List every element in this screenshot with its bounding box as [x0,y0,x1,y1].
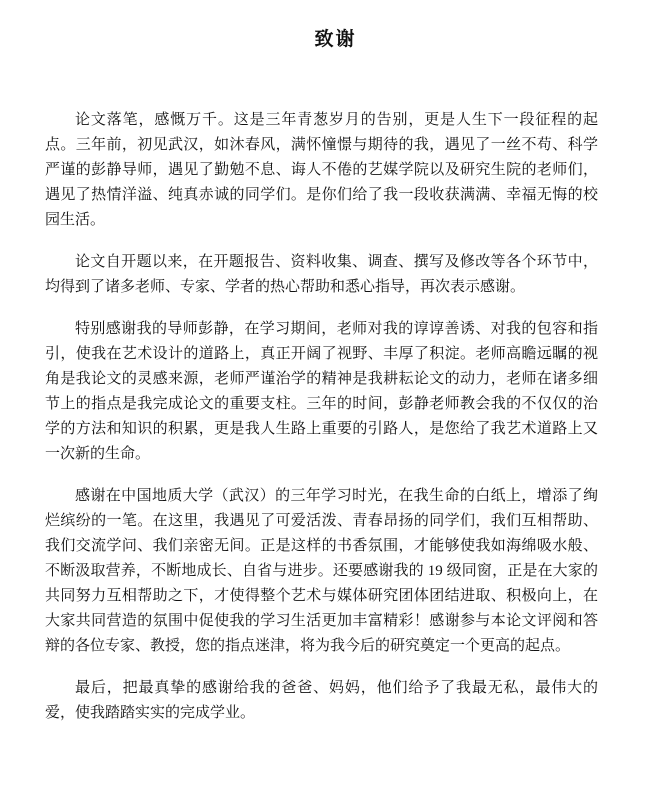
paragraph-university-classmates-thanks: 感谢在中国地质大学（武汉）的三年学习时光，在我生命的白纸上，增添了绚烂缤纷的一笔。在这里，我遇见了可爱活泼、青春昂扬的同学们，我们互相帮助、我们交流学问、我们亲密无间。正是这样的书香氛围，才能够使我如海绵吸水般、不断汲取营养，不断地成长、自省与进步。还要感谢我的 19 级同窗，正是在大家的共同努力互相帮助之下，才使得整个艺术与媒体研究团体团结进取、积极向上，在大家共同营造的氛围中促使我的学习生活更加丰富精彩！感谢参与本论文评阅和答辩的各位专家、教授，您的指点迷津，将为我今后的研究奠定一个更高的起点。 [45,488,598,654]
paragraph-thesis-process: 论文自开题以来，在开题报告、资料收集、调查、撰写及修改等各个环节中，均得到了诸多老师、专家、学者的热心帮助和悉心指导，再次表示感谢。 [45,254,598,295]
paragraph-opening: 论文落笔，感慨万千。这是三年青葱岁月的告别，更是人生下一段征程的起点。三年前，初见武汉，如沐春风，满怀憧憬与期待的我，遇见了一丝不苟、科学严谨的彭静导师，遇见了勤勉不息、诲人不倦的艺媒学院以及研究生院的老师们，遇见了热情洋溢、纯真赤诚的同学们。是你们给了我一段收获满满、幸福无悔的校园生活。 [45,112,598,228]
page-title: 致谢 [314,29,357,50]
paragraph-advisor-thanks: 特别感谢我的导师彭静，在学习期间，老师对我的谆谆善诱、对我的包容和指引，使我在艺术设计的道路上，真正开阔了视野、丰厚了积淀。老师高瞻远瞩的视角是我论文的灵感来源，老师严谨治学的精神是我耕耘论文的动力，老师在诸多细节上的指点是我完成论文的重要支柱。三年的时间，彭静老师教会我的不仅仅的治学的方法和知识的积累，更是我人生路上重要的引路人，是您给了我艺术道路上又一次新的生命。 [45,321,598,462]
acknowledgements-body [45,108,598,726]
paragraph-family-thanks: 最后，把最真挚的感谢给我的爸爸、妈妈，他们给予了我最无私，最伟大的爱，使我踏踏实实的完成学业。 [45,680,598,721]
